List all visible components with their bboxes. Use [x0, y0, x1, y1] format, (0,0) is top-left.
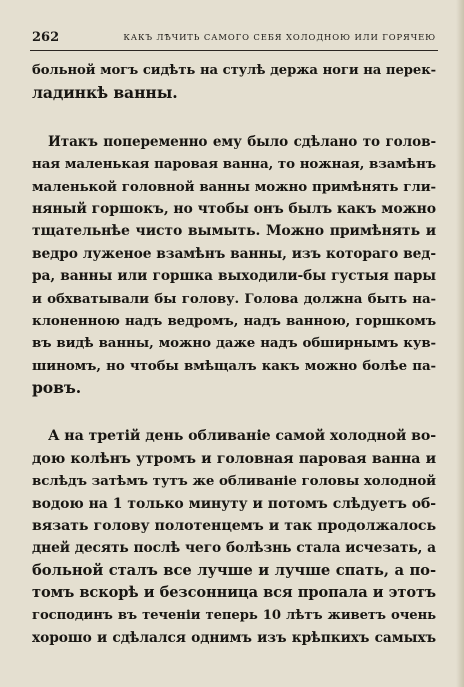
text-line: ладинкѣ ванны. [32, 83, 178, 103]
text-line: маленькой головной ванны можно примѣнять гли- [32, 178, 436, 195]
header-rule [30, 50, 438, 51]
text-line: ровъ. [32, 378, 82, 398]
page-edge-shadow [456, 0, 464, 687]
text-line: вслѣдъ затѣмъ тутъ же обливаніе головы холодной [32, 473, 436, 490]
text-line: господинъ въ теченіи теперь 10 лѣтъ живетъ очень [32, 607, 436, 623]
text-line: ведро луженое взамѣнъ ванны, изъ котораго вед- [32, 245, 436, 262]
paragraph [32, 60, 436, 105]
text-line: больной могъ сидѣть на стулѣ держа ноги на перек- [32, 63, 436, 78]
running-head: КАКЪ ЛѢЧИТЬ САМОГО СЕБЯ ХОЛОДНОЮ ИЛИ ГОРЯЧЕЮ [123, 32, 436, 42]
text-line: водою на 1 только минуту и потомъ слѣдуетъ об- [32, 495, 436, 512]
text-line: въ видѣ ванны, можно даже надъ обширнымъ кув- [32, 335, 436, 352]
text-line: А на третій день обливаніе самой холодной во- [48, 428, 437, 445]
page-header [32, 30, 436, 48]
text-line: ра, ванны или горшка выходили-бы густыя пары [32, 268, 436, 285]
text-line: дней десять послѣ чего болѣзнь стала исчезать, а [32, 540, 436, 557]
paragraph [32, 131, 436, 400]
body-text [32, 60, 436, 649]
text-line: няный горшокъ, но чтобы онъ былъ какъ можно [32, 200, 436, 217]
text-line: клоненною надъ ведромъ, надъ ванною, горшкомъ [32, 312, 436, 329]
text-line: вязать голову полотенцемъ и так продолжалось [32, 518, 436, 535]
page-number: 262 [32, 30, 60, 45]
text-line: и обхватывали бы голову. Голова должна быть на- [32, 290, 436, 307]
paragraph [32, 425, 436, 649]
text-line: хорошо и сдѣлался однимъ изъ крѣпкихъ самыхъ [32, 629, 436, 646]
text-line: ная маленькая паровая ванна, то ножная, взамѣнъ [32, 156, 436, 173]
text-line: томъ вскорѣ и безсонница вся пропала и этотъ [32, 584, 436, 602]
text-line: тщательнѣе чисто вымыть. Можно примѣнять и [32, 223, 436, 240]
text-line: Итакъ попеременно ему было сдѣлано то голов- [48, 133, 436, 150]
text-line: дою колѣнъ утромъ и головная паровая ванна и [32, 450, 436, 467]
text-line: шиномъ, но чтобы вмѣщалъ какъ можно болѣе па- [32, 357, 436, 374]
text-line: больной сталъ все лучше и лучше спать, а по- [32, 561, 436, 579]
